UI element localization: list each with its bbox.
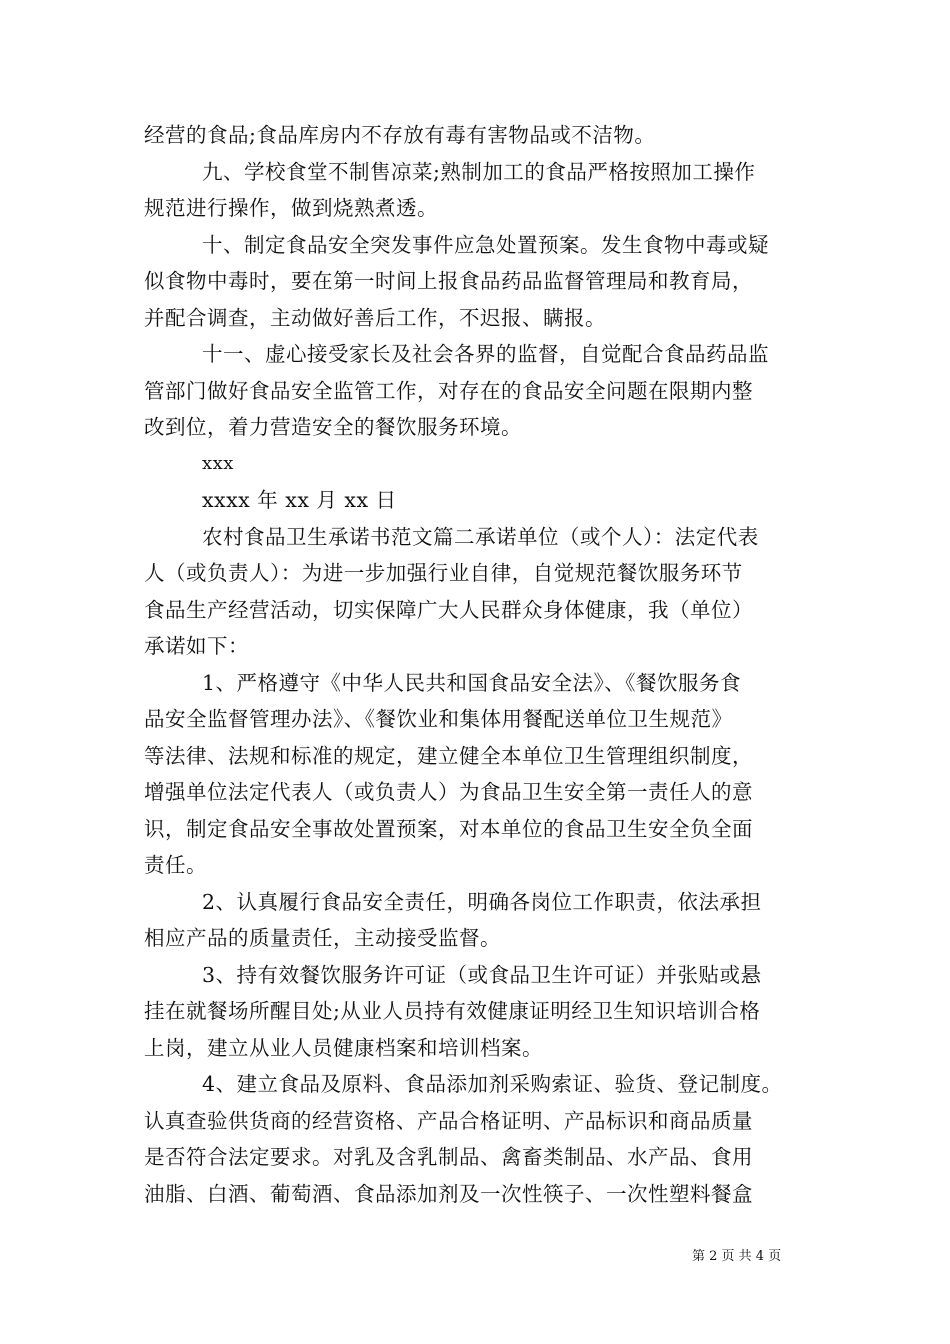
text-line: 人（或负责人）：为进一步加强行业自律，自觉规范餐饮服务环节	[144, 561, 743, 585]
signature-date: xxxx 年 xx 月 xx 日	[202, 488, 397, 512]
text-line: 挂在就餐场所醒目处;从业人员持有效健康证明经卫生知识培训合格	[144, 999, 761, 1023]
text-line: 品安全监督管理办法》、《餐饮业和集体用餐配送单位卫生规范》	[144, 707, 733, 731]
text-line: 4、建立食品及原料、食品添加剂采购索证、验货、登记制度。	[202, 1072, 783, 1096]
signature-name: xxx	[202, 452, 234, 474]
text-line: 3、持有效餐饮服务许可证（或食品卫生许可证）并张贴或悬	[202, 962, 762, 987]
text-line: 上岗，建立从业人员健康档案和培训档案。	[144, 1035, 543, 1060]
text-line: 经营的食品;食品库房内不存放有毒有害物品或不洁物。	[144, 123, 656, 147]
text-line: 九、学校食堂不制售凉菜;熟制加工的食品严格按照加工操作	[202, 159, 756, 184]
text-line: 管部门做好食品安全监管工作，对存在的食品安全问题在限期内整	[144, 378, 753, 403]
text-line: 认真查验供货商的经营资格、产品合格证明、产品标识和商品质量	[144, 1108, 753, 1133]
text-line: 承诺如下：	[144, 634, 249, 658]
text-line: 十一、虚心接受家长及社会各界的监督，自觉配合食品药品监	[202, 342, 769, 366]
text-line: 等法律、法规和标准的规定，建立健全本单位卫生管理组织制度，	[144, 743, 753, 768]
text-line: 似食物中毒时，要在第一时间上报食品药品监督管理局和教育局，	[144, 269, 753, 293]
document-body	[144, 117, 834, 1212]
text-line: 食品生产经营活动，切实保障广大人民群众身体健康，我（单位）	[144, 597, 753, 622]
text-line: 农村食品卫生承诺书范文篇二承诺单位（或个人）：法定代表	[202, 524, 759, 549]
text-line: 油脂、白酒、葡萄酒、食品添加剂及一次性筷子、一次性塑料餐盒	[144, 1181, 753, 1206]
text-line: 2、认真履行食品安全责任，明确各岗位工作职责，依法承担	[202, 889, 762, 914]
text-line: 规范进行操作，做到烧熟煮透。	[144, 196, 438, 220]
text-line: 是否符合法定要求。对乳及含乳制品、禽畜类制品、水产品、食用	[144, 1145, 753, 1169]
text-line: 识，制定食品安全事故处置预案，对本单位的食品卫生安全负全面	[144, 816, 753, 841]
text-line: 增强单位法定代表人（或负责人）为食品卫生安全第一责任人的意	[144, 780, 753, 804]
text-line: 相应产品的质量责任，主动接受监督。	[144, 926, 501, 950]
text-line: 责任。	[144, 853, 207, 877]
text-line: 1、严格遵守《中华人民共和国食品安全法》、《餐饮服务食	[202, 670, 742, 695]
page-number: 第 2 页 共 4 页	[692, 1249, 782, 1264]
text-line: 改到位，着力营造安全的餐饮服务环境。	[144, 415, 522, 439]
text-line: 十、制定食品安全突发事件应急处置预案。发生食物中毒或疑	[202, 232, 769, 257]
text-line: 并配合调查，主动做好善后工作，不迟报、瞒报。	[144, 305, 606, 330]
